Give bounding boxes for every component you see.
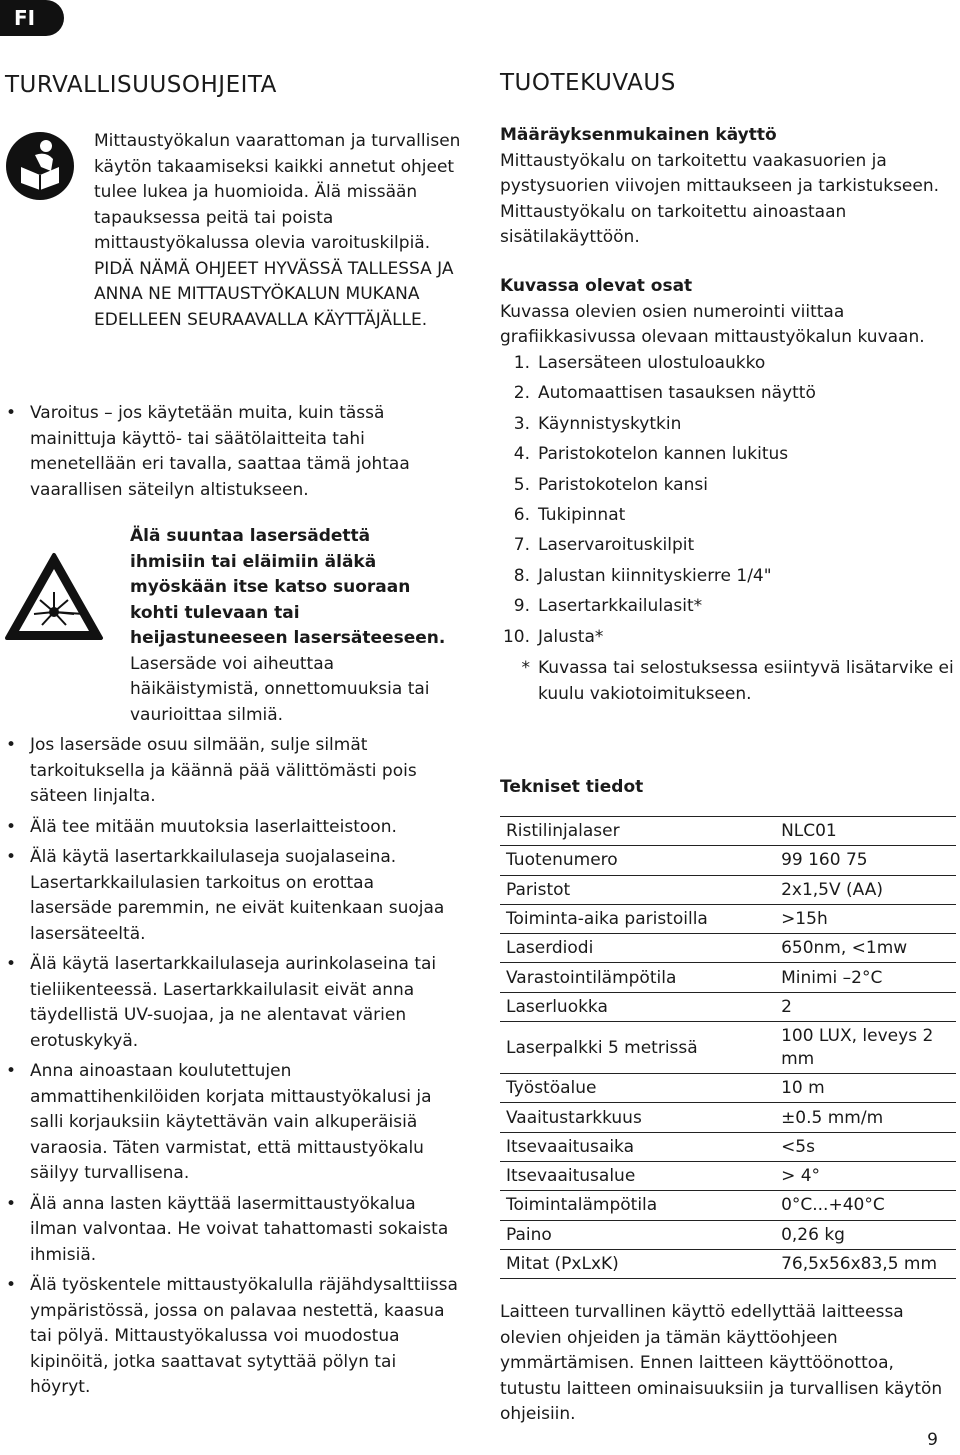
table-row: Toiminta-aika paristoilla >15h xyxy=(500,904,956,933)
language-badge: FI xyxy=(0,0,64,36)
laser-warning-text: Lasersäde voi aiheuttaa häikäistymistä, onnettomuuksia tai vaurioittaa silmiä. xyxy=(130,653,430,725)
list-item: • Varoitus – jos käytetään muita, kuin tässä mainittuja käyttö- tai säätölaitteita tahi menetellään eri tavalla, saattaa tämä johtaa vaarallisen säteilyn altistukseen. xyxy=(4,401,444,503)
list-item: 10. Jalusta* xyxy=(502,626,604,647)
list-item: 5. Paristokotelon kansi xyxy=(513,474,708,495)
intended-use-text: Mittaustyökalu on tarkoitettu vaakasuorien ja pystysuorien viivojen mittaukseen ja tarkistukseen. Mittaustyökalu on tarkoitettu ainoastaan sisätilakäyttöön. xyxy=(500,150,940,247)
list-item: 9. Lasertarkkailulasit* xyxy=(513,596,703,617)
table-row: Itsevaaitusalue > 4° xyxy=(500,1161,956,1190)
list-item: • Jos lasersäde osuu silmään, sulje silmät tarkoituksella ja käännä pää välittömästi pois säteen linjalta. xyxy=(4,733,459,810)
table-row: Paristot 2x1,5V (AA) xyxy=(500,875,956,904)
read-instructions-text: Mittaustyökalun vaarattoman ja turvallisen käytön takaamiseksi kaikki annetut ohjeet tulee lukea ja huomioida. Älä missään tapauksessa peitä tai poista mittaustyökalussa olevia varoituskilpiä. PIDÄ NÄMÄ OHJEET HYVÄSSÄ TALLESSA JA ANNA NE MITTAUSTYÖKALUN MUKANA EDELLEEN SEURAAVALLA KÄYTTÄJÄLLE. xyxy=(94,131,461,330)
list-item: • Älä työskentele mittaustyökalulla räjähdysalttiissa ympäristössä, jossa on palavaa nestettä, kaasua tai pölyä. Mittaustyökalussa voi muodostua kipinöitä, jotka saattavat sytyttää pölyn tai höyryt. xyxy=(4,1273,459,1401)
list-item: 7. Laservaroituskilpit xyxy=(513,535,695,556)
list-item: 1. Lasersäteen ulostuloaukko xyxy=(513,353,766,373)
table-row: Laserluokka 2 xyxy=(500,992,956,1021)
list-item: • Älä käytä lasertarkkailulaseja aurinkolaseina tai tieliikenteessä. Lasertarkkailulasit eivät anna täydellistä UV-suojaa, ja ne alentavat värien erotuskykyä. xyxy=(4,952,459,1054)
warning-bullet-list xyxy=(4,401,444,508)
list-item: 2. Automaattisen tasauksen näyttö xyxy=(513,383,816,404)
list-item: 8. Jalustan kiinnityskierre 1/4" xyxy=(513,565,772,586)
intended-use-title: Määräyksenmukainen käyttö xyxy=(500,125,777,145)
safety-bullet-list xyxy=(4,733,459,1406)
table-row: Laserpalkki 5 metrissä 100 LUX, leveys 2 mm xyxy=(500,1022,956,1074)
list-item: • Älä tee mitään muutoksia laserlaitteistoon. xyxy=(4,815,459,841)
laser-warning-block xyxy=(130,524,450,728)
table-row: Varastointilämpötila Minimi –2°C xyxy=(500,963,956,992)
closing-text: Laitteen turvallinen käyttö edellyttää laitteessa olevien ohjeiden ja tämän käyttöohjeen ymmärtämisen. Ennen laitteen käyttöönottoa, tutustu laitteen ominaisuuksiin ja turvallisen käytön ohjeisiin. xyxy=(500,1302,943,1424)
parts-list xyxy=(500,348,958,652)
safety-heading: TURVALLISUUSOHJEITA xyxy=(5,72,277,98)
parts-block xyxy=(500,274,958,351)
accessory-note: * Kuvassa tai selostuksessa esiintyvä lisätarvike ei kuulu vakiotoimitukseen. xyxy=(521,658,954,704)
list-item: • Anna ainoastaan koulutettujen ammattihenkilöiden korjata mittaustyökalusi ja salli korjauksiin käytettävän vain alkuperäisiä varaosia. Täten varmistat, että mittaustyökalu säilyy turvallisena. xyxy=(4,1059,459,1187)
laser-warning-icon xyxy=(4,552,104,642)
table-row: Työstöalue 10 m xyxy=(500,1074,956,1103)
table-row: Tuotenumero 99 160 75 xyxy=(500,846,956,875)
specs-title: Tekniset tiedot xyxy=(500,777,644,797)
product-heading: TUOTEKUVAUS xyxy=(500,70,676,96)
page-number: 9 xyxy=(927,1430,938,1450)
specs-table xyxy=(500,816,956,1279)
table-row: Laserdiodi 650nm, <1mw xyxy=(500,934,956,963)
table-row: Mitat (PxLxK) 76,5x56x83,5 mm xyxy=(500,1249,956,1278)
table-row: Toimintalämpötila 0°C...+40°C xyxy=(500,1191,956,1220)
table-row: Paino 0,26 kg xyxy=(500,1220,956,1249)
table-row: Itsevaaitusaika <5s xyxy=(500,1132,956,1161)
list-item: 4. Paristokotelon kannen lukitus xyxy=(513,444,789,465)
parts-title: Kuvassa olevat osat xyxy=(500,276,693,296)
list-item: 6. Tukipinnat xyxy=(513,504,626,525)
list-item: 3. Käynnistyskytkin xyxy=(513,413,682,434)
parts-intro: Kuvassa olevien osien numerointi viittaa grafiikkasivussa olevaan mittaustyökalun kuvaan. xyxy=(500,301,925,347)
read-manual-icon xyxy=(5,131,75,201)
table-row: Vaaitustarkkuus ±0.5 mm/m xyxy=(500,1103,956,1132)
list-item: • Älä anna lasten käyttää lasermittaustyökalua ilman valvontaa. He voivat tahattomasti sokaista ihmisiä. xyxy=(4,1192,459,1269)
intended-use-block xyxy=(500,123,958,251)
list-item: • Älä käytä lasertarkkailulaseja suojalaseina. Lasertarkkailulasien tarkoitus on erottaa lasersäde paremmin, ne eivät kuitenkaan suojaa lasersäteeltä. xyxy=(4,845,459,947)
table-row: Ristilinjalaser NLC01 xyxy=(500,817,956,846)
laser-warning-bold: Älä suuntaa lasersädettä ihmisiin tai eläimiin äläkä myöskään itse katso suoraan kohti tulevaan tai heijastuneeseen lasersäteeseen. xyxy=(130,526,446,648)
